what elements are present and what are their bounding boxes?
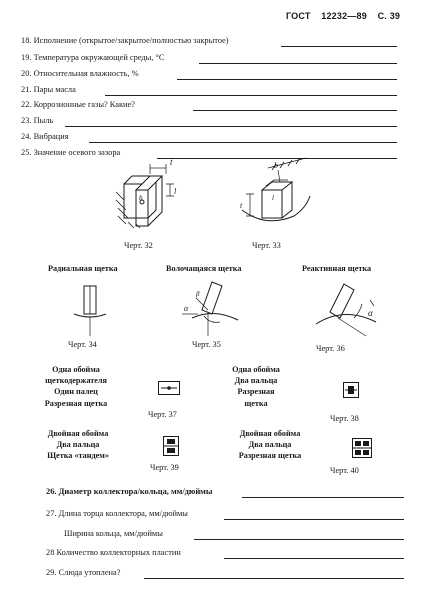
- field-number: 22.: [21, 100, 32, 109]
- figure-34-title: Радиальная щетка: [48, 264, 118, 273]
- figure-32-caption: Черт. 32: [124, 241, 153, 250]
- dim-b-label: b: [139, 194, 143, 202]
- field-number: 28: [46, 548, 55, 557]
- answer-line[interactable]: [224, 558, 404, 559]
- figure-38-caption: Черт. 38: [330, 414, 359, 423]
- field-number: 19.: [21, 53, 32, 62]
- figure-34-drawing: [68, 280, 112, 340]
- field-label: Коррозионные газы? Какие?: [33, 100, 135, 109]
- figure-34-caption: Черт. 34: [68, 340, 97, 349]
- answer-line[interactable]: [193, 110, 397, 111]
- figure-36-title: Реактивная щетка: [302, 264, 372, 273]
- field-28: [46, 548, 404, 559]
- figure-39-description: Двойная обойма Два пальца Щетка «тандем»: [47, 429, 109, 461]
- standard-number: 12232—89: [321, 11, 367, 21]
- figure-38-drawing: [343, 382, 359, 398]
- figure-33-drawing: [236, 156, 316, 236]
- figure-40-caption: Черт. 40: [330, 466, 359, 475]
- field-19: [21, 53, 397, 64]
- answer-line[interactable]: [281, 46, 397, 47]
- answer-line[interactable]: [199, 63, 397, 64]
- field-21: [21, 85, 397, 96]
- figure-39-caption: Черт. 39: [150, 463, 179, 472]
- field-ring-width: [64, 529, 404, 540]
- dim-t-label: t: [240, 201, 243, 210]
- field-label: Длина торца коллектора, мм/дюймы: [58, 509, 188, 518]
- dim-l-label: l: [272, 194, 274, 202]
- figure-35-title: Волочащаяся щетка: [166, 264, 242, 273]
- figure-38-description: Одна обойма Два пальца Разрезная щетка: [232, 365, 280, 408]
- figure-36-drawing: [310, 278, 390, 340]
- field-number: 20.: [21, 69, 32, 78]
- field-18: [21, 36, 397, 47]
- field-29: [46, 568, 404, 579]
- field-label: Вибрация: [33, 132, 69, 141]
- field-27: [46, 509, 404, 520]
- field-label: Количество коллекторных пластин: [56, 548, 181, 557]
- answer-line[interactable]: [242, 497, 404, 498]
- figure-35-caption: Черт. 35: [192, 340, 221, 349]
- figure-37-caption: Черт. 37: [148, 410, 177, 419]
- field-label: Температура окружающей среды, °C: [33, 53, 165, 62]
- figure-32-drawing: [114, 156, 194, 238]
- field-label: Слюда утоплена?: [58, 568, 121, 577]
- field-label: Пары масла: [33, 85, 76, 94]
- figure-33-caption: Черт. 33: [252, 241, 281, 250]
- field-22: [21, 100, 397, 111]
- field-number: 25.: [21, 148, 32, 157]
- figure-40-description: Двойная обойма Два пальца Разрезная щетка: [238, 429, 302, 461]
- dim-b-label: b: [274, 161, 278, 170]
- answer-line[interactable]: [144, 578, 404, 579]
- figure-40-drawing: [352, 438, 372, 458]
- figure-37-description: Одна обойма щеткодержателя Один палец Разрезная щетка: [44, 365, 108, 408]
- answer-line[interactable]: [105, 95, 397, 96]
- field-label: Исполнение (открытое/закрытое/полностью закрытое): [33, 36, 229, 45]
- field-number: 21.: [21, 85, 32, 94]
- field-number: 29.: [46, 568, 57, 577]
- field-26: [46, 487, 404, 498]
- field-label: Диаметр коллектора/кольца, мм/дюймы: [58, 487, 213, 496]
- field-number: 26.: [46, 487, 57, 496]
- angle-beta-label: β: [196, 290, 200, 298]
- field-label: Ширина кольца, мм/дюймы: [64, 529, 163, 538]
- figure-39-drawing: [163, 436, 179, 456]
- field-25: [21, 148, 397, 159]
- angle-alpha-label: α: [368, 308, 373, 318]
- field-24: [21, 132, 397, 143]
- field-number: 24.: [21, 132, 32, 141]
- figure-36-caption: Черт. 36: [316, 344, 345, 353]
- field-label: Значение осевого зазора: [33, 148, 121, 157]
- field-label: Пыль: [33, 116, 54, 125]
- figure-35-drawing: [178, 278, 248, 340]
- answer-line[interactable]: [89, 142, 397, 143]
- page-number: С. 39: [377, 11, 401, 21]
- dim-t-label: t: [170, 157, 173, 167]
- field-number: 27.: [46, 509, 57, 518]
- answer-line[interactable]: [177, 79, 397, 80]
- answer-line[interactable]: [224, 519, 404, 520]
- field-number: 23.: [21, 116, 32, 125]
- field-label: Относительная влажность, %: [33, 69, 139, 78]
- field-20: [21, 69, 397, 80]
- answer-line[interactable]: [65, 126, 397, 127]
- field-number: 18.: [21, 36, 32, 45]
- figure-37-drawing: [158, 381, 180, 395]
- standard-label: ГОСТ: [286, 11, 311, 21]
- angle-alpha-label: α: [184, 304, 189, 313]
- dim-l-label: l: [174, 187, 177, 196]
- answer-line[interactable]: [194, 539, 404, 540]
- page-header: [286, 11, 400, 21]
- field-23: [21, 116, 397, 127]
